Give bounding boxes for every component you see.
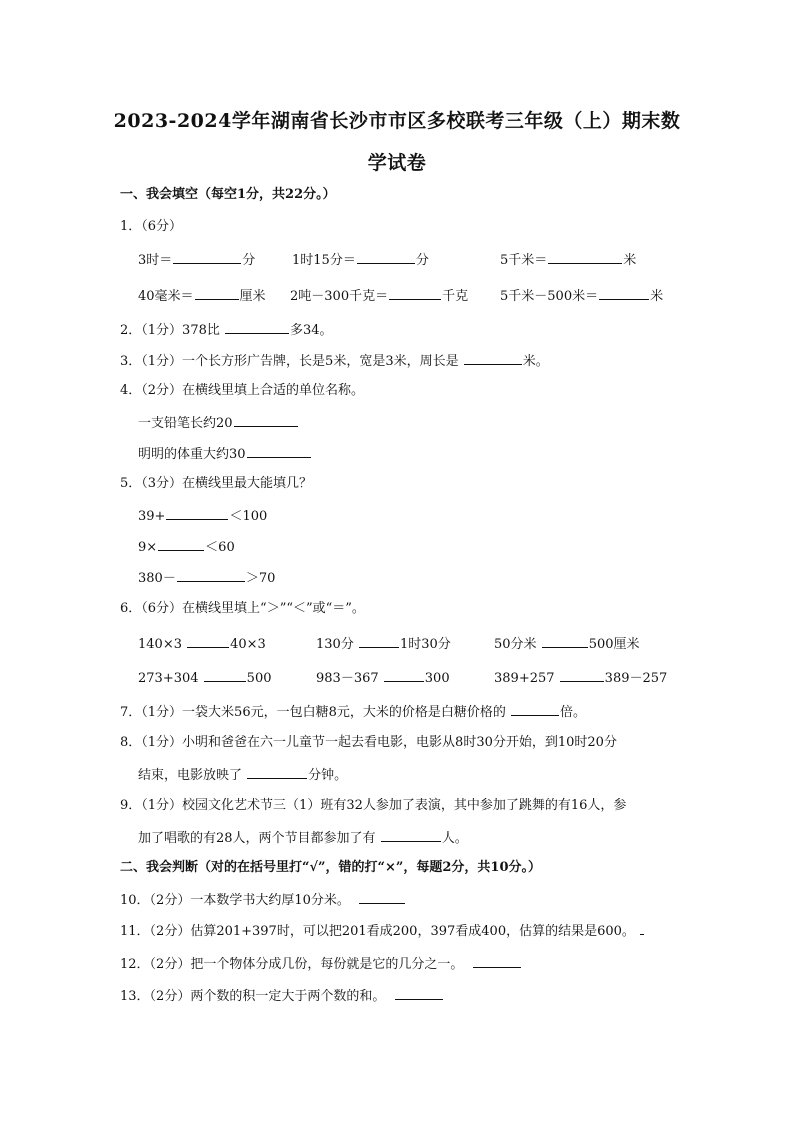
q6-compare-2-right: 1时30分 <box>399 637 451 652</box>
question-8-line-1: 8．（1分）小明和爸爸在六一儿童节一起去看电影，电影从8时30分开始，到10时20分 <box>120 735 617 750</box>
answer-blank[interactable] <box>384 668 424 682</box>
q1-item-6-prefix: 5千米－500米＝ <box>500 289 599 304</box>
q10-text: 10．（2分）一本数学书大约厚10分米。 <box>120 893 350 908</box>
answer-blank[interactable] <box>247 444 311 458</box>
answer-blank[interactable] <box>195 286 239 300</box>
answer-blank[interactable] <box>464 351 522 365</box>
answer-blank[interactable] <box>177 568 245 582</box>
q6-compare-4 <box>138 668 272 688</box>
q1-item-2-prefix: 1时15分＝ <box>292 253 356 268</box>
q6-compare-3-right: 500厘米 <box>588 637 640 652</box>
q6-compare-5-left: 983－367 <box>316 671 379 686</box>
answer-blank[interactable] <box>359 634 399 648</box>
q1-item-4-unit: 厘米 <box>239 289 266 304</box>
question-8-line-2 <box>138 765 347 785</box>
question-6-head: 6．（6分）在横线里填上“＞”“＜”或“＝”。 <box>120 601 365 616</box>
q6-compare-1-left: 140×3 <box>138 637 182 652</box>
answer-blank[interactable] <box>187 634 229 648</box>
q1-item-1-unit: 分 <box>242 253 256 268</box>
q3-text: 3．（1分）一个长方形广告牌，长是5米，宽是3米，周长是 <box>120 354 459 369</box>
answer-blank[interactable] <box>381 828 441 842</box>
q1-item-5 <box>290 286 468 306</box>
answer-blank[interactable] <box>473 954 521 968</box>
answer-blank[interactable] <box>640 921 644 935</box>
question-12 <box>120 954 522 974</box>
q6-compare-3-left: 50分米 <box>494 637 537 652</box>
q1-item-2-unit: 分 <box>415 253 429 268</box>
q1-item-3-prefix: 5千米＝ <box>500 253 548 268</box>
q1-item-1 <box>138 250 255 270</box>
q4-sub-2-text: 明明的体重大约30 <box>138 447 246 462</box>
q6-compare-6-right: 389－257 <box>604 671 668 686</box>
exam-title-line1: 2023-2024学年湖南省长沙市市区多校联考三年级（上）期末数 <box>113 110 681 132</box>
question-10 <box>120 890 406 910</box>
q5-sub-3-left: 380－ <box>138 571 176 586</box>
q5-sub-2 <box>138 537 235 557</box>
q2-text: 2．（1分）378比 <box>120 323 220 338</box>
answer-blank[interactable] <box>542 634 588 648</box>
section-2-heading: 二、我会判断（对的在括号里打“√”，错的打“×”，每题2分，共10分。） <box>120 860 541 875</box>
question-1-head: 1．（6分） <box>120 219 183 234</box>
section-1-heading: 一、我会填空（每空1分，共22分。） <box>120 187 336 202</box>
q1-item-2 <box>292 250 429 270</box>
q5-sub-1-right: ＜100 <box>229 509 268 524</box>
q6-compare-1-right: 40×3 <box>230 637 266 652</box>
answer-blank[interactable] <box>599 286 649 300</box>
q3-suffix: 米。 <box>522 354 549 369</box>
q1-item-6 <box>500 286 663 306</box>
q6-compare-5 <box>316 668 450 688</box>
q6-compare-4-left: 273+304 <box>138 671 199 686</box>
q7-text: 7．（1分）一袋大米56元，一包白糖8元，大米的价格是白糖价格的 <box>120 705 506 720</box>
q1-item-5-prefix: 2吨－300千克＝ <box>290 289 389 304</box>
answer-blank[interactable] <box>158 537 204 551</box>
question-13 <box>120 986 444 1006</box>
q8-suffix: 分钟。 <box>308 768 348 783</box>
q6-compare-5-right: 300 <box>424 671 450 686</box>
q8-text: 结束，电影放映了 <box>138 768 243 783</box>
q4-sub-2 <box>138 444 312 464</box>
answer-blank[interactable] <box>395 986 443 1000</box>
question-7 <box>120 702 586 722</box>
q9-suffix: 人。 <box>441 831 468 846</box>
answer-blank[interactable] <box>204 668 246 682</box>
answer-blank[interactable] <box>357 250 415 264</box>
answer-blank[interactable] <box>173 250 241 264</box>
answer-blank[interactable] <box>234 413 298 427</box>
answer-blank[interactable] <box>511 702 559 716</box>
q1-item-4-prefix: 40毫米＝ <box>138 289 194 304</box>
q6-compare-6-left: 389+257 <box>494 671 555 686</box>
q7-suffix: 倍。 <box>560 705 587 720</box>
q6-compare-2-left: 130分 <box>316 637 354 652</box>
answer-blank[interactable] <box>247 765 307 779</box>
question-9-line-2 <box>138 828 468 848</box>
q6-compare-1 <box>138 634 266 654</box>
answer-blank[interactable] <box>389 286 441 300</box>
q1-item-3 <box>500 250 636 270</box>
q4-sub-1-text: 一支铅笔长约20 <box>138 416 233 431</box>
q1-item-4 <box>138 286 266 306</box>
q5-sub-1 <box>138 506 267 526</box>
q5-sub-3 <box>138 568 275 588</box>
q6-compare-3 <box>494 634 640 654</box>
q13-text: 13．（2分）两个数的积一定大于两个数的和。 <box>120 989 386 1004</box>
q5-sub-2-left: 9× <box>138 540 158 555</box>
question-9-line-1: 9．（1分）校园文化艺术节三（1）班有32人参加了表演，其中参加了跳舞的有16人，参 <box>120 798 627 813</box>
q12-text: 12．（2分）把一个物体分成几份，每份就是它的几分之一。 <box>120 957 464 972</box>
q2-suffix: 多34。 <box>290 323 333 338</box>
q6-compare-4-right: 500 <box>246 671 272 686</box>
q5-sub-3-right: ＞70 <box>245 571 276 586</box>
q1-item-3-unit: 米 <box>623 253 637 268</box>
q9-text: 加了唱歌的有28人，两个节目都参加了有 <box>138 831 376 846</box>
q5-sub-2-right: ＜60 <box>205 540 235 555</box>
question-5-head: 5．（3分）在横线里最大能填几？ <box>120 476 313 491</box>
question-3 <box>120 351 549 371</box>
question-11 <box>120 921 645 941</box>
q4-sub-1 <box>138 413 299 433</box>
answer-blank[interactable] <box>548 250 622 264</box>
q1-item-1-prefix: 3时＝ <box>138 253 173 268</box>
q1-item-6-unit: 米 <box>650 289 664 304</box>
answer-blank[interactable] <box>560 668 604 682</box>
answer-blank[interactable] <box>359 890 405 904</box>
q1-item-5-unit: 千克 <box>442 289 469 304</box>
q11-text: 11．（2分）估算201+397时，可以把201看成200，397看成400，估算的结果是600。 <box>120 924 635 939</box>
answer-blank[interactable] <box>225 320 289 334</box>
question-4-head: 4．（2分）在横线里填上合适的单位名称。 <box>120 383 365 398</box>
q5-sub-1-left: 39+ <box>138 509 166 524</box>
question-2 <box>120 320 333 340</box>
answer-blank[interactable] <box>166 506 228 520</box>
q6-compare-2 <box>316 634 451 654</box>
exam-title-line2: 学试卷 <box>367 152 427 174</box>
q6-compare-6 <box>494 668 667 688</box>
